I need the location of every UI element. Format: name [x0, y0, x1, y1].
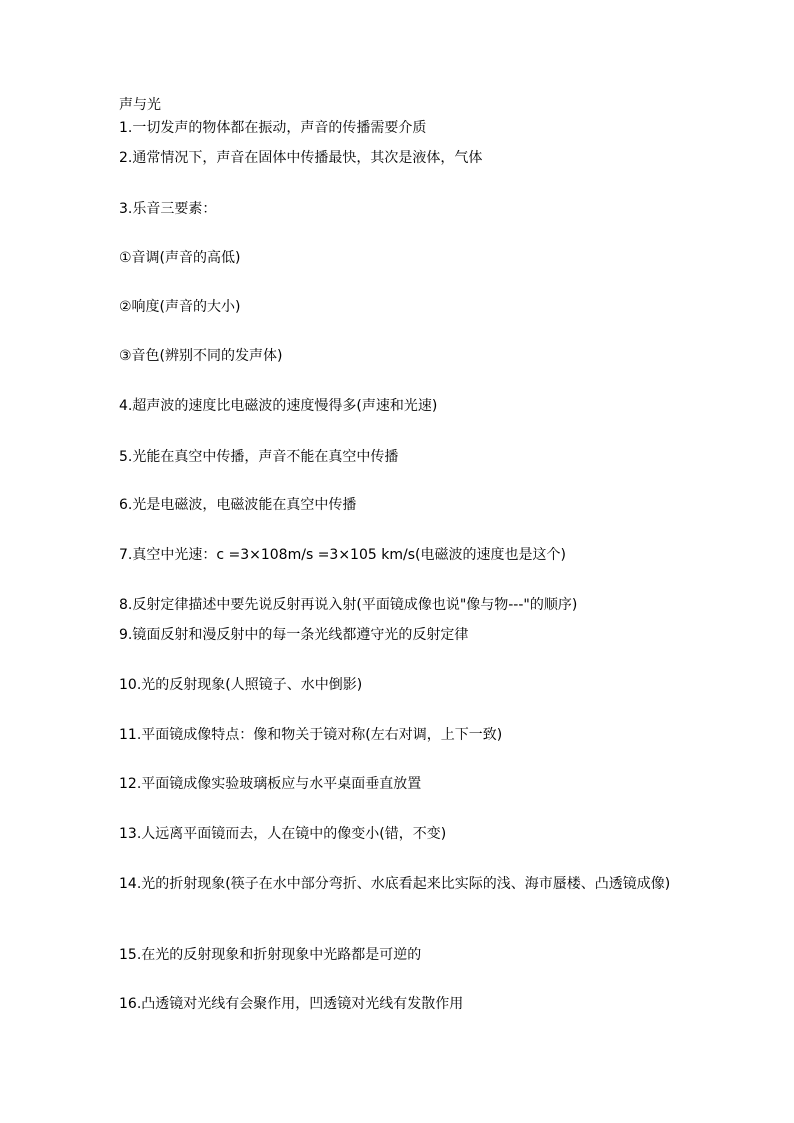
list-item: 3.乐音三要素： [119, 201, 217, 217]
list-item: 14.光的折射现象(筷子在水中部分弯折、水底看起来比实际的浅、海市蜃楼、凸透镜成像) [119, 876, 671, 892]
list-item: 8.反射定律描述中要先说反射再说入射(平面镜成像也说"像与物---"的顺序) [119, 597, 578, 613]
list-item: 2.通常情况下，声音在固体中传播最快，其次是液体，气体 [119, 150, 483, 166]
list-item: 11.平面镜成像特点：像和物关于镜对称(左右对调，上下一致) [119, 727, 503, 743]
list-item: 7.真空中光速：c =3×108m/s =3×105 km/s(电磁波的速度也是这个) [119, 547, 566, 563]
list-item: ③音色(辨别不同的发声体) [119, 348, 283, 364]
list-item: 9.镜面反射和漫反射中的每一条光线都遵守光的反射定律 [119, 627, 469, 643]
list-item: ①音调(声音的高低) [119, 250, 241, 266]
list-item: 12.平面镜成像实验玻璃板应与水平桌面垂直放置 [119, 776, 422, 792]
document-title: 声与光 [119, 97, 161, 113]
list-item: 4.超声波的速度比电磁波的速度慢得多(声速和光速) [119, 398, 438, 414]
list-item: 15.在光的反射现象和折射现象中光路都是可逆的 [119, 947, 422, 963]
list-item: 13.人远离平面镜而去，人在镜中的像变小(错，不变) [119, 826, 447, 842]
list-item: 10.光的反射现象(人照镜子、水中倒影) [119, 677, 363, 693]
list-item: 16.凸透镜对光线有会聚作用，凹透镜对光线有发散作用 [119, 996, 464, 1012]
list-item: 6.光是电磁波，电磁波能在真空中传播 [119, 497, 357, 513]
list-item: 5.光能在真空中传播，声音不能在真空中传播 [119, 449, 399, 465]
list-item: ②响度(声音的大小) [119, 299, 241, 315]
list-item: 1.一切发声的物体都在振动，声音的传播需要介质 [119, 120, 427, 136]
